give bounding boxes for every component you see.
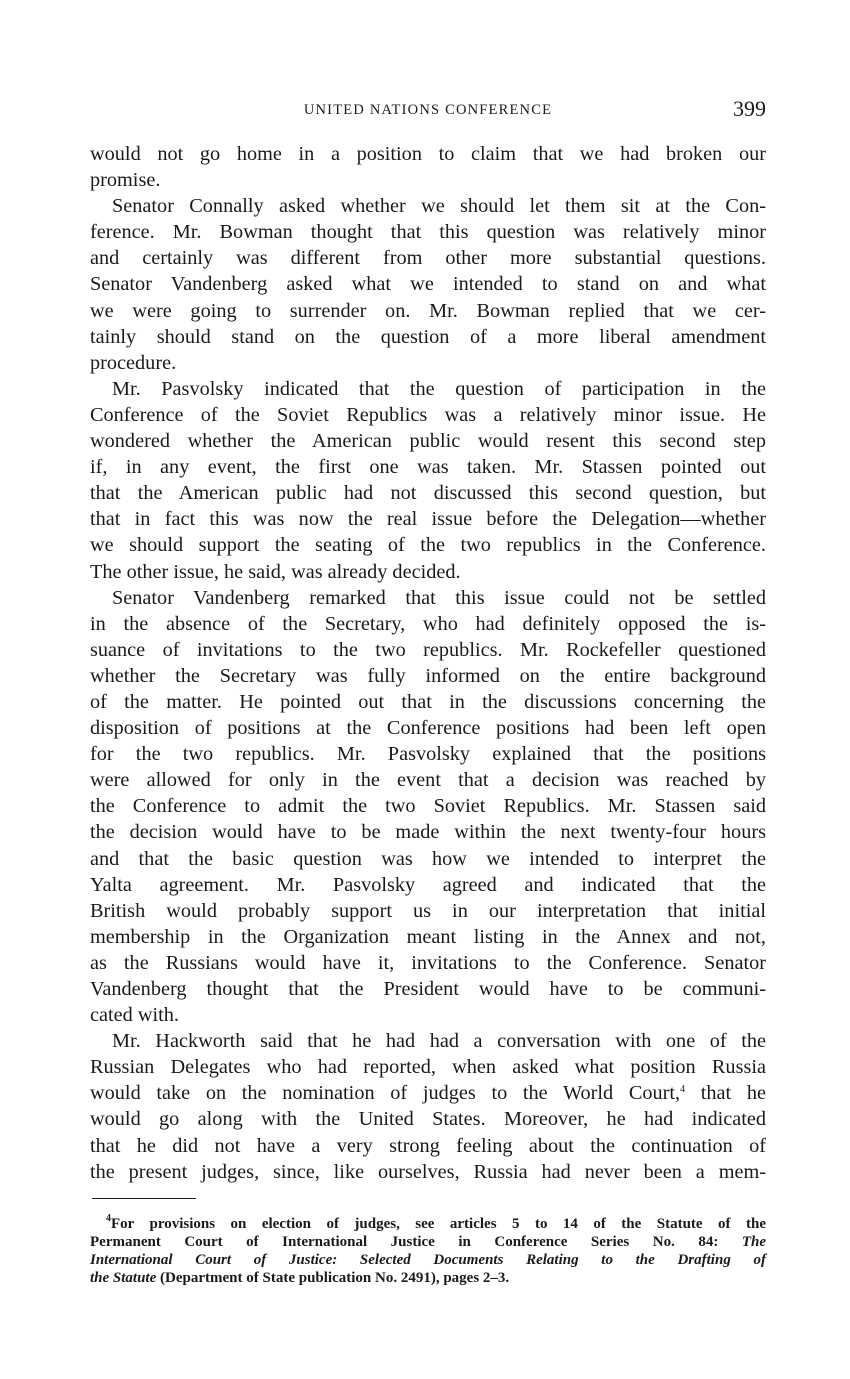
text-fragment: For provisions on election of judges, see articles 5 to 14 of the Statute of the	[111, 1216, 766, 1232]
text-line: tainly should stand on the question of a more liberal amendment	[90, 325, 766, 348]
text-line: wondered whether the American public would resent this second step	[90, 430, 766, 453]
text-line: would go along with the United States. Moreover, he had indicated	[90, 1108, 766, 1131]
text-line: disposition of positions at the Conference positions had been left open	[90, 717, 766, 740]
text-fragment: (Department of State publication No. 2491), pages 2–3.	[160, 1270, 510, 1286]
text-line: cated with.	[90, 1004, 179, 1027]
text-fragment: Permanent Court of International Justice in Conference Series No. 84:	[90, 1234, 719, 1250]
text-line: were allowed for only in the event that a decision was reached by	[90, 769, 766, 792]
text-line: The other issue, he said, was already decided.	[90, 560, 461, 583]
text-line: we were going to surrender on. Mr. Bowman replied that we cer-	[90, 299, 766, 322]
text-line: that in fact this was now the real issue before the Delegation—whether	[90, 508, 766, 531]
text-line: if, in any event, the first one was taken. Mr. Stassen pointed out	[90, 456, 766, 479]
text-line: Senator Connally asked whether we should let them sit at the Con-	[112, 195, 766, 218]
footnote-reference: 4	[680, 1084, 686, 1096]
text-line: that he did not have a very strong feeling about the continuation of	[90, 1134, 766, 1157]
text-line: Vandenberg thought that the President would have to be communi-	[90, 978, 766, 1000]
text-line: Senator Vandenberg remarked that this issue could not be settled	[112, 586, 766, 609]
footnote-line	[90, 1269, 766, 1287]
text-line: Senator Vandenberg asked what we intended to stand on and what	[90, 273, 766, 296]
running-head: UNITED NATIONS CONFERENCE	[303, 102, 553, 118]
text-line: ference. Mr. Bowman thought that this question was relatively minor	[90, 221, 766, 244]
text-fragment-italic: The	[741, 1234, 767, 1250]
footnote	[90, 1215, 766, 1287]
text-fragment-italic: the Statute	[90, 1270, 157, 1286]
footnote-line	[90, 1233, 766, 1251]
text-fragment: that he	[700, 1082, 766, 1105]
paragraph	[90, 193, 766, 376]
text-line: British would probably support us in our interpretation that initial	[90, 899, 766, 922]
footnote-divider	[92, 1198, 196, 1199]
text-line: for the two republics. Mr. Pasvolsky explained that the positions	[90, 743, 766, 766]
text-line: the Conference to admit the two Soviet Republics. Mr. Stassen said	[90, 795, 766, 818]
text-line: promise.	[90, 169, 161, 192]
text-line: membership in the Organization meant listing in the Annex and not,	[90, 925, 766, 948]
text-line: Mr. Hackworth said that he had had a conversation with one of the	[112, 1030, 766, 1053]
paragraph	[90, 141, 766, 193]
text-line: Mr. Pasvolsky indicated that the question of participation in the	[112, 377, 766, 400]
text-fragment: would take on the nomination of judges to the World Court,	[90, 1082, 681, 1105]
footnote-line	[90, 1215, 766, 1233]
text-line: as the Russians would have it, invitations to the Conference. Senator	[90, 951, 766, 974]
text-line: and certainly was different from other more substantial questions.	[90, 247, 766, 270]
text-line: that the American public had not discussed this second question, but	[90, 482, 766, 505]
text-line-with-footnote-ref	[90, 1080, 766, 1106]
page-number: 399	[733, 96, 766, 121]
text-line: Conference of the Soviet Republics was a relatively minor issue. He	[90, 403, 766, 426]
text-fragment-italic: International Court of Justice: Selected Documents Relating to the Drafting of	[90, 1252, 766, 1268]
page-header	[90, 96, 766, 126]
text-line: in the absence of the Secretary, who had definitely opposed the is-	[90, 612, 766, 635]
text-line: Russian Delegates who had reported, when asked what position Russia	[90, 1056, 766, 1079]
text-line: whether the Secretary was fully informed on the entire background	[90, 664, 766, 687]
text-line: of the matter. He pointed out that in the discussions concerning the	[90, 690, 766, 713]
paragraph	[90, 376, 766, 585]
text-line: procedure.	[90, 351, 177, 374]
text-line: and that the basic question was how we intended to interpret the	[90, 847, 766, 870]
footnote-marker: 4	[106, 1213, 111, 1224]
text-line: would not go home in a position to claim that we had broken our	[90, 143, 766, 165]
text-line: the decision would have to be made within the next twenty-four hours	[90, 821, 766, 844]
body-text	[90, 141, 766, 1185]
text-line: Yalta agreement. Mr. Pasvolsky agreed and indicated that the	[90, 873, 766, 896]
paragraph	[90, 585, 766, 1029]
text-line: the present judges, since, like ourselves, Russia had never been a mem-	[90, 1160, 766, 1183]
paragraph	[90, 1028, 766, 1185]
text-line: we should support the seating of the two republics in the Conference.	[90, 534, 766, 557]
footnote-line	[90, 1251, 766, 1269]
text-line: suance of invitations to the two republics. Mr. Rockefeller questioned	[90, 638, 766, 661]
